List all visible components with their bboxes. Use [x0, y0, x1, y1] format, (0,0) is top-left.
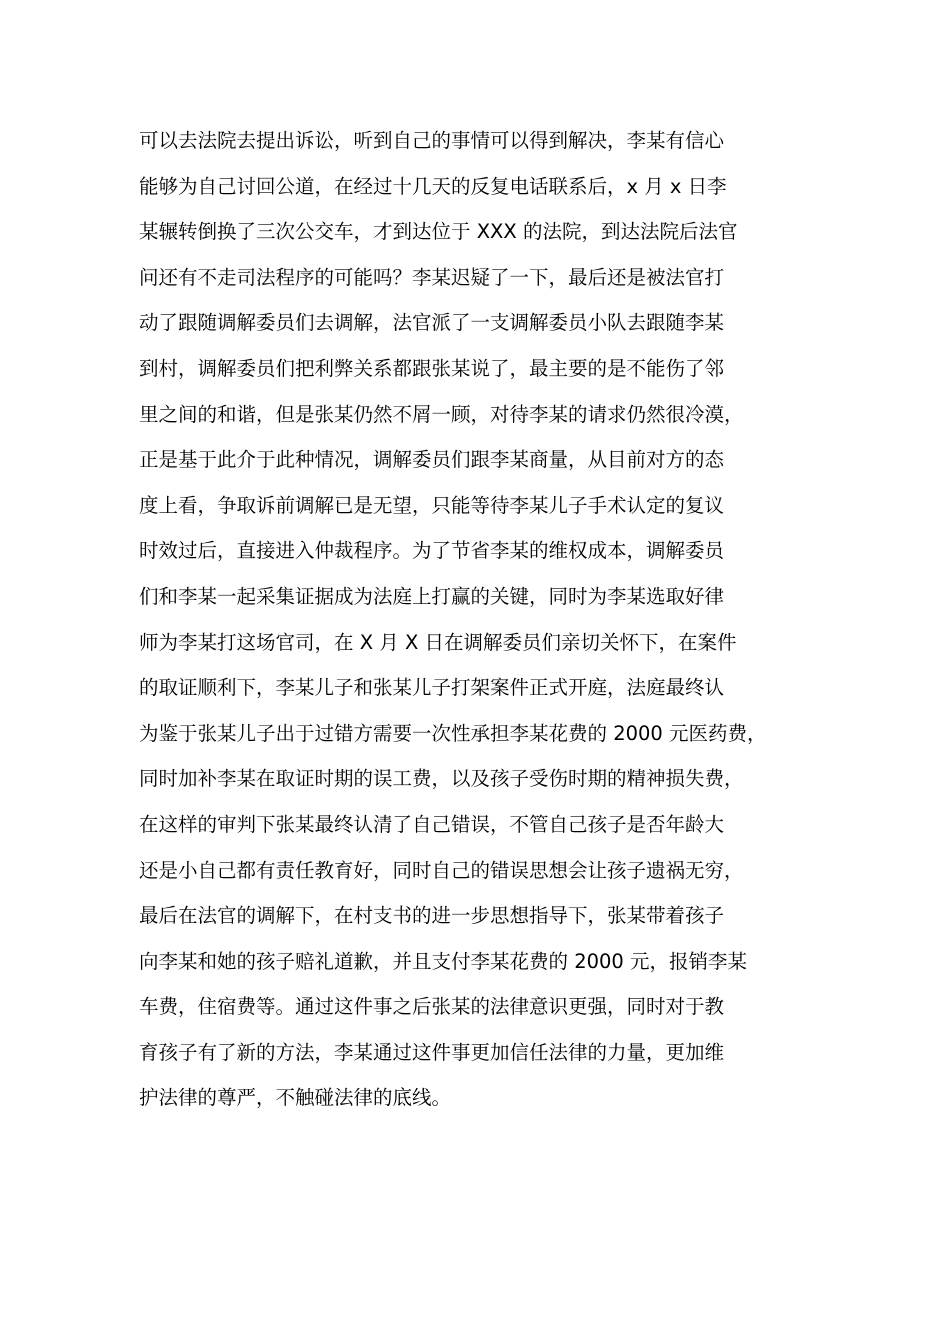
text-line: 在这样的审判下张某最终认清了自己错误，不管自己孩子是否年龄大 [139, 812, 725, 836]
text-line: 为鉴于张某儿子出于过错方需要一次性承担李某花费的 2000 元医药费， [139, 721, 767, 745]
text-line: 同时加补李某在取证时期的误工费，以及孩子受伤时期的精神损失费， [139, 767, 744, 791]
text-line: 最后在法官的调解下，在村支书的进一步思想指导下，张某带着孩子 [139, 904, 725, 928]
text-line: 正是基于此介于此种情况，调解委员们跟李某商量，从目前对方的态 [139, 448, 725, 472]
text-line: 向李某和她的孩子赔礼道歉，并且支付李某花费的 2000 元，报销李某 [139, 949, 748, 973]
text-line: 育孩子有了新的方法，李某通过这件事更加信任法律的力量，更加维 [139, 1040, 725, 1064]
text-line: 师为李某打这场官司，在 X 月 X 日在调解委员们亲切关怀下，在案件 [139, 630, 737, 654]
text-line: 到村，调解委员们把利弊关系都跟张某说了，最主要的是不能伤了邻 [139, 356, 725, 380]
text-line: 时效过后，直接进入仲裁程序。为了节省李某的维权成本，调解委员 [139, 539, 725, 563]
body-paragraph [139, 118, 839, 1121]
text-line: 度上看，争取诉前调解已是无望，只能等待李某儿子手术认定的复议 [139, 493, 725, 517]
text-line: 动了跟随调解委员们去调解，法官派了一支调解委员小队去跟随李某 [139, 311, 725, 335]
text-line: 车费，住宿费等。通过这件事之后张某的法律意识更强，同时对于教 [139, 995, 725, 1019]
text-line: 还是小自己都有责任教育好，同时自己的错误思想会让孩子遗祸无穷， [139, 858, 744, 882]
text-line: 某辗转倒换了三次公交车，才到达位于 XXX 的法院，到达法院后法官 [139, 220, 738, 244]
text-line: 护法律的尊严，不触碰法律的底线。 [139, 1086, 452, 1110]
text-line: 里之间的和谐，但是张某仍然不屑一顾，对待李某的请求仍然很冷漠， [139, 402, 744, 426]
text-line: 问还有不走司法程序的可能吗？李某迟疑了一下，最后还是被法官打 [139, 265, 725, 289]
text-line: 们和李某一起采集证据成为法庭上打赢的关键，同时为李某选取好律 [139, 584, 725, 608]
text-line: 能够为自己讨回公道，在经过十几天的反复电话联系后，x 月 x 日李 [139, 174, 727, 198]
text-line: 可以去法院去提出诉讼，听到自己的事情可以得到解决，李某有信心 [139, 129, 725, 152]
text-line: 的取证顺利下，李某儿子和张某儿子打架案件正式开庭，法庭最终认 [139, 676, 725, 700]
